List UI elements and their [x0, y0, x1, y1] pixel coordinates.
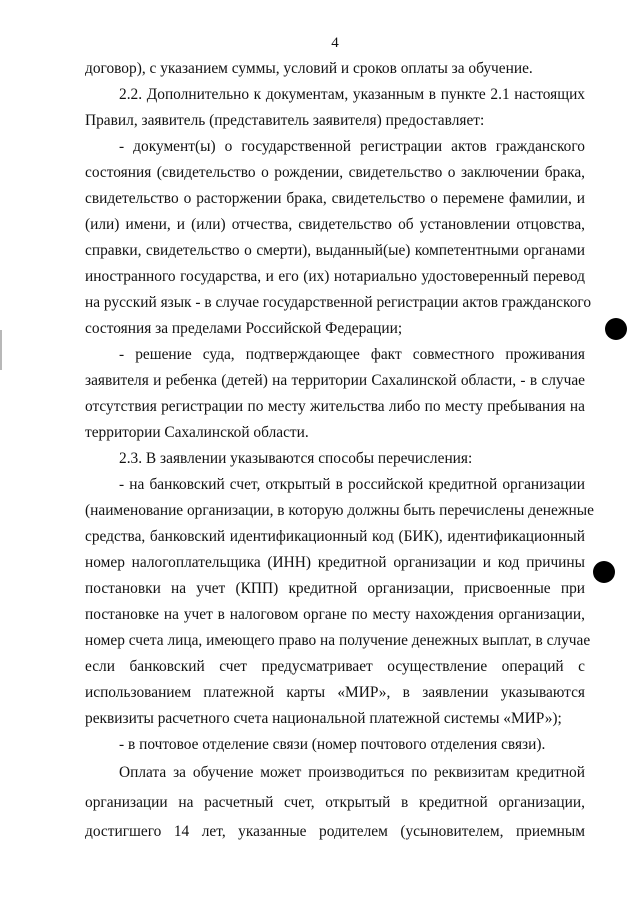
text-line: Оплата за обучение может производиться по реквизитам кредитной: [119, 764, 585, 781]
text-line: 2.3. В заявлении указываются способы перечисления:: [119, 450, 473, 467]
text-line: на русский язык - в случае государственной регистрации актов гражданского: [85, 294, 592, 311]
text-line: - документ(ы) о государственной регистрации актов гражданского: [119, 138, 585, 155]
text-line: Правил, заявитель (представитель заявителя) предоставляет:: [85, 112, 485, 129]
text-line: 2.2. Дополнительно к документам, указанным в пункте 2.1 настоящих: [119, 86, 585, 103]
text-line: использованием платежной карты «МИР», в заявлении указываются: [85, 684, 585, 701]
text-line: постановки на учет (КПП) кредитной организации, присвоенные при: [85, 580, 585, 597]
text-line: организации на расчетный счет, открытый в кредитной организации,: [85, 794, 585, 811]
text-line: - на банковский счет, открытый в российской кредитной организации: [119, 476, 585, 493]
text-line: территории Сахалинской области.: [85, 424, 309, 441]
punch-hole-mark-bottom: [593, 561, 615, 583]
text-line: если банковский счет предусматривает осуществление операций с: [85, 658, 585, 675]
text-line: договор), с указанием суммы, условий и сроков оплаты за обучение.: [85, 60, 533, 77]
text-line: состояния (свидетельство о рождении, свидетельство о заключении брака,: [85, 164, 585, 181]
text-line: номер счета лица, имеющего право на получение денежных выплат, в случае: [85, 632, 591, 649]
text-line: иностранного государства, и его (их) нотариально удостоверенный перевод: [85, 268, 585, 285]
text-line: реквизиты расчетного счета национальной платежной системы «МИР»);: [85, 710, 562, 727]
text-line: постановке на учет в налоговом органе по месту нахождения организации,: [85, 606, 585, 623]
text-line: средства, банковский идентификационный код (БИК), идентификационный: [85, 528, 585, 545]
text-line: отсутствия регистрации по месту жительства либо по месту пребывания на: [85, 398, 585, 415]
text-line: (или) имени, и (или) отчества, свидетельство об установлении отцовства,: [85, 216, 585, 233]
text-line: - решение суда, подтверждающее факт совместного проживания: [119, 346, 585, 363]
punch-hole-mark-top: [605, 318, 627, 340]
text-line: - в почтовое отделение связи (номер почтового отделения связи).: [119, 736, 546, 753]
text-line: заявителя и ребенка (детей) на территории Сахалинской области, - в случае: [85, 372, 585, 389]
text-line: (наименование организации, в которую должны быть перечислены денежные: [85, 502, 594, 519]
text-line: номер налогоплательщика (ИНН) кредитной организации и код причины: [85, 554, 585, 571]
scan-edge-mark: [0, 330, 2, 370]
page-number: 4: [331, 35, 339, 51]
text-line: состояния за пределами Российской Федерации;: [85, 320, 403, 337]
text-line: справки, свидетельство о смерти), выданный(ые) компетентными органами: [85, 242, 585, 259]
text-line: свидетельство о расторжении брака, свидетельство о перемене фамилии, и: [85, 190, 585, 207]
text-line: достигшего 14 лет, указанные родителем (усыновителем, приемным: [85, 823, 585, 840]
